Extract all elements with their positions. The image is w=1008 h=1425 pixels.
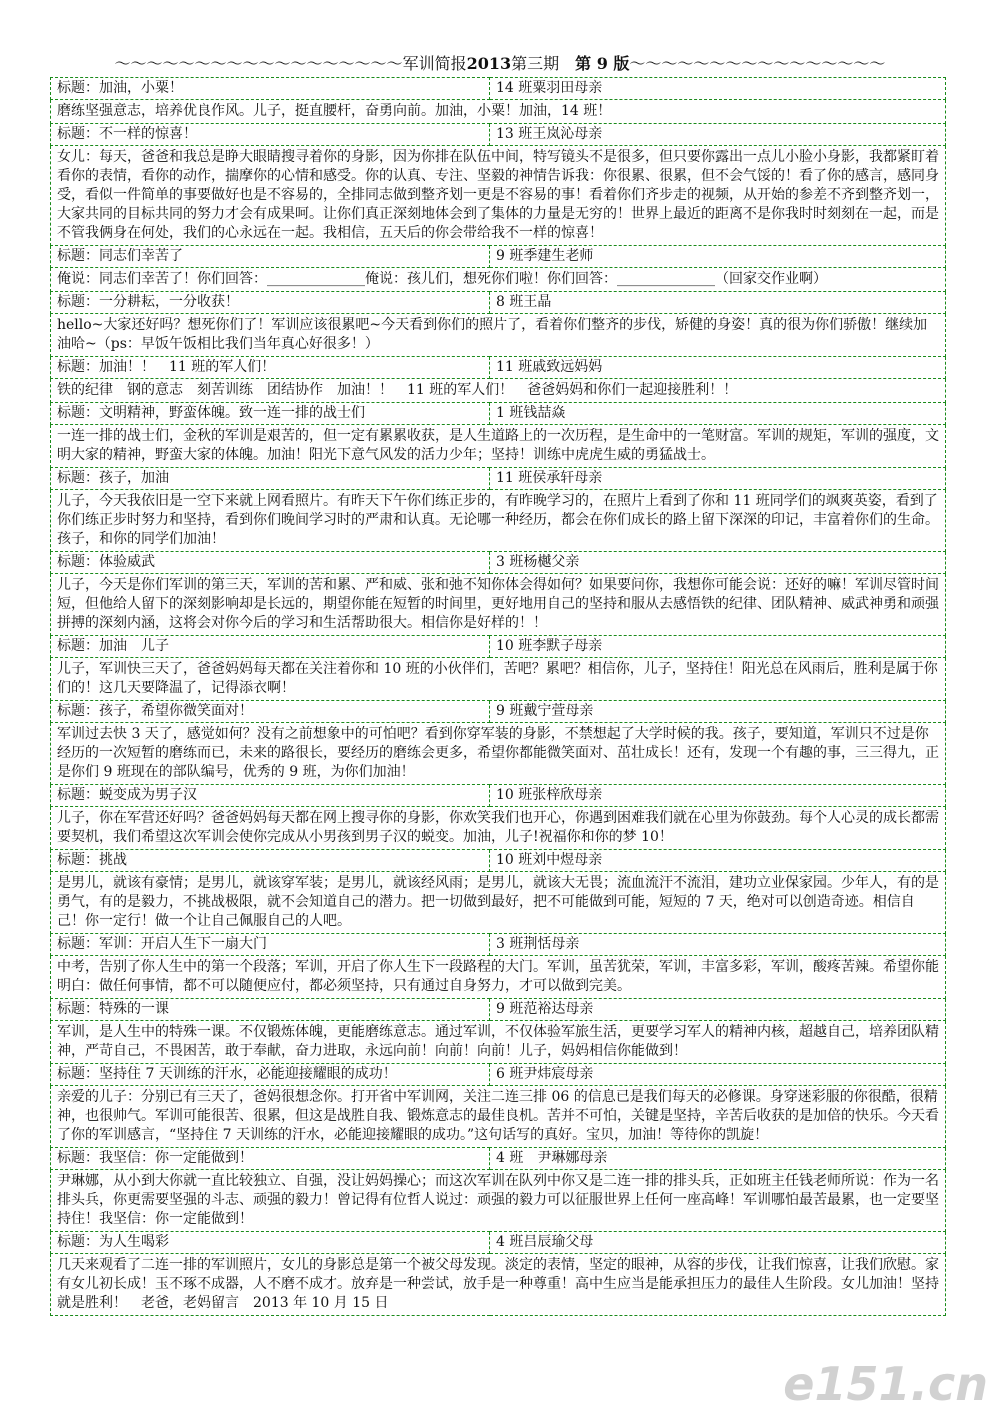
entry-author: 10 班张梓欣母亲 [490,785,946,807]
entry-body: 中考，告别了你人生中的第一个段落；军训，开启了你人生下一段路程的大门。军训，虽苦犹荣，军训，丰富多彩，军训，酸疼苦辣。希望你能明白：做任何事情，都不可以随便应付，都必须坚持，只有通过自身努力，才可以做到完美。 [51,956,946,999]
messages-body [51,78,946,1316]
entry-body-row [51,1254,946,1316]
entry-body: 儿子，军训快三天了，爸爸妈妈每天都在关注着你和 10 班的小伙伴们，苦吧？累吧？相信你，儿子，坚持住！阳光总在风雨后，胜利是属于你们的！这几天要降温了，记得添衣啊！ [51,658,946,701]
entry-body-row [51,490,946,552]
entry-header-row [51,850,946,872]
header-wave-right: ～～～～～～～～～～～～～～～～ [629,54,886,73]
entry-title: 标题：我坚信：你一定能做到！ [51,1148,490,1170]
entry-body: 磨练坚强意志，培养优良作风。儿子，挺直腰杆，奋勇向前。加油，小粟！加油，14 班！ [51,100,946,124]
entry-title: 标题：体验威武 [51,552,490,574]
entry-title: 标题：孩子，希望你微笑面对！ [51,701,490,723]
messages-table [50,77,946,1316]
entry-author: 8 班王晶 [490,292,946,314]
entry-header-row [51,999,946,1021]
entry-body: 亲爱的儿子：分别已有三天了，爸妈很想念你。打开省中军训网，关注二连三排 06 的信息已是我们每天的必修课。身穿迷彩服的你很酷，很精神，也很帅气。军训可能很苦、很累，但这是战胜自我、锻炼意志的最佳良机。苦并不可怕，关键是坚持，辛苦后收获的是加倍的快乐。今天看了你的军训感言，“坚持住 7 天训练的汗水，必能迎接耀眼的成功。”这句话写的真好。宝贝，加油！等待你的凯旋！ [51,1086,946,1148]
entry-title: 标题：为人生喝彩 [51,1232,490,1254]
entry-body-row [51,872,946,934]
entry-author: 10 班李默子母亲 [490,636,946,658]
entry-body: 俺说：同志们幸苦了！你们回答：______________俺说：孩儿们，想死你们啦！你们回答：______________（回家交作业啊） [51,268,946,292]
entry-header-row [51,785,946,807]
entry-header-row [51,934,946,956]
entry-author: 10 班刘中煜母亲 [490,850,946,872]
entry-header-row [51,357,946,379]
entry-body-row [51,723,946,785]
entry-body: 女儿：每天，爸爸和我总是睁大眼睛搜寻着你的身影，因为你排在队伍中间，特写镜头不是很多，但只要你露出一点儿小脸小身影，我都紧盯着看你的表情，看你的动作，揣摩你的心情和感受。你的认真、专注、坚毅的神情告诉我：你很累、很累，但不会气馁的！看了你的感言，感同身受，看似一件简单的事要做好也是不容易的，全排同志做到整齐划一更是不容易的事！看着你们齐步走的视频，从开始的参差不齐到整齐划一，大家共同的目标共同的努力才会有成果呵。让你们真正深刻地体会到了集体的力量是无穷的！世界上最近的距离不是你我时时刻刻在一起，而是不管我俩身在何处，我们的心永远在一起。我相信，五天后的你会带给我不一样的惊喜！ [51,146,946,246]
entry-body-row [51,1021,946,1064]
entry-title: 标题：加油，小粟！ [51,78,490,100]
entry-author: 1 班钱喆焱 [490,403,946,425]
entry-title: 标题：挑战 [51,850,490,872]
entry-title: 标题：加油 儿子 [51,636,490,658]
entry-author: 4 班 尹琳娜母亲 [490,1148,946,1170]
entry-body: 军训，是人生中的特殊一课。不仅锻炼体魄，更能磨练意志。通过军训，不仅体验军旅生活，更要学习军人的精神内核，超越自己，培养团队精神，严苛自己，不畏困苦，敢于奉献，奋力进取，永远向前！向前！向前！儿子，妈妈相信你能做到！ [51,1021,946,1064]
entry-body-row [51,146,946,246]
header-wave-left: ～～～～～～～～～～～～～～～～～～ [114,54,403,73]
entry-header-row [51,701,946,723]
entry-body-row [51,956,946,999]
entry-title: 标题：一分耕耘，一分收获！ [51,292,490,314]
entry-body-row [51,100,946,124]
header-page-label: 第 9 版 [575,54,630,73]
entry-author: 4 班吕辰瑜父母 [490,1232,946,1254]
entry-header-row [51,246,946,268]
entry-author: 9 班范裕达母亲 [490,999,946,1021]
entry-header-row [51,468,946,490]
entry-body: 一连一排的战士们，金秋的军训是艰苦的，但一定有累累收获，是人生道路上的一次历程，是生命中的一笔财富。军训的规矩，军训的强度，文明大家的精神，野蛮大家的体魄。加油！阳光下意气风发的活力少年；坚持！训练中虎虎生威的勇猛战士。 [51,425,946,468]
entry-author: 6 班尹炜宸母亲 [490,1064,946,1086]
entry-body: 儿子，今天是你们军训的第三天，军训的苦和累、严和威、张和弛不知你体会得如何？如果要问你，我想你可能会说：还好的嘛！军训尽管时间短，但他给人留下的深刻影响却是长远的，期望你能在短暂的时间里，更好地用自己的坚持和服从去感悟铁的纪律、团队精神、威武神勇和顽强拼搏的深刻内涵，这将会对你今后的学习和生活帮助很大。相信你是好样的！！ [51,574,946,636]
entry-author: 11 班戚致远妈妈 [490,357,946,379]
entry-body-row [51,379,946,403]
entry-body: 军训过去快 3 天了，感觉如何？没有之前想象中的可怕吧？看到你穿军装的身影，不禁想起了大学时候的我。孩子，要知道，军训只不过是你经历的一次短暂的磨练而已，未来的路很长，要经历的磨练会更多，希望你都能微笑面对、茁壮成长！还有，发现一个有趣的事，三三得九，正是你们 9 班现在的部队编号，优秀的 9 班，为你们加油！ [51,723,946,785]
header-year: 2013 [466,54,512,73]
entry-header-row [51,124,946,146]
entry-body: 儿子，今天我依旧是一空下来就上网看照片。有昨天下午你们练正步的，有昨晚学习的，在照片上看到了你和 11 班同学们的飒爽英姿，看到了你们练正步时努力和坚持，看到你们晚间学习时的严肃和认真。无论哪一种经历，都会在你们成长的路上留下深深的印记，丰富着你们的生命。孩子，和你的同学们加油！ [51,490,946,552]
entry-body-row [51,1086,946,1148]
entry-body: 几天来观看了二连一排的军训照片，女儿的身影总是第一个被父母发现。淡定的表情，坚定的眼神，从容的步伐，让我们惊喜，让我们欣慰。家有女儿初长成！玉不琢不成器，人不磨不成才。放弃是一种尝试，放手是一种尊重！高中生应当是能承担压力的最佳人生阶段。女儿加油！坚持就是胜利！ 老爸，老妈留言 2013 年 10 月 15 日 [51,1254,946,1316]
entry-title: 标题：军训：开启人生下一扇大门 [51,934,490,956]
entry-body: 是男儿，就该有豪情；是男儿，就该穿军装；是男儿，就该经风雨；是男儿，就该大无畏；流血流汗不流泪，建功立业保家园。少年人，有的是勇气，有的是毅力，不挑战极限，就不会知道自己的潜力。把一切做到最好，把不可能做到可能，短短的 7 天，绝对可以创造奇迹。相信自己！你一定行！做一个让自己佩服自己的人吧。 [51,872,946,934]
entry-header-row [51,1232,946,1254]
entry-title: 标题：特殊的一课 [51,999,490,1021]
entry-body: 铁的纪律 钢的意志 刻苦训练 团结协作 加油！！ 11 班的军人们！ 爸爸妈妈和你们一起迎接胜利！！ [51,379,946,403]
entry-title: 标题：坚持住 7 天训练的汗水，必能迎接耀眼的成功！ [51,1064,490,1086]
entry-author: 3 班荆恬母亲 [490,934,946,956]
entry-body-row [51,1170,946,1232]
entry-header-row [51,78,946,100]
entry-body-row [51,314,946,357]
entry-body: hello~大家还好吗？想死你们了！军训应该很累吧~今天看到你们的照片了，看着你们整齐的步伐，矫健的身姿！真的很为你们骄傲！继续加油哈~（ps：早饭午饭相比我们当年真心好很多！） [51,314,946,357]
entry-body: 儿子，你在军营还好吗？爸爸妈妈每天都在网上搜寻你的身影，你欢笑我们也开心，你遇到困难我们就在心里为你鼓劲。每个人心灵的成长都需要契机，我们希望这次军训会使你完成从小男孩到男子汉的蜕变。加油，儿子!祝福你和你的梦 10！ [51,807,946,850]
site-watermark: e151.cn [783,1357,988,1411]
entry-header-row [51,292,946,314]
entry-header-row [51,1148,946,1170]
header-title: 军训简报 [402,54,467,73]
entry-body-row [51,425,946,468]
entry-title: 标题：蜕变成为男子汉 [51,785,490,807]
entry-author: 13 班王岚沁母亲 [490,124,946,146]
entry-body: 尹琳娜，从小到大你就一直比较独立、自强，没让妈妈操心；而这次军训在队列中你又是二连一排的排头兵，正如班主任钱老师所说：作为一名排头兵，你更需要坚强的斗志、顽强的毅力！曾记得有位哲人说过：顽强的毅力可以征服世界上任何一座高峰！军训哪怕最苦最累，也一定要坚持住！我坚信：你一定能做到！ [51,1170,946,1232]
entry-header-row [51,552,946,574]
entry-body-row [51,268,946,292]
entry-author: 9 班季建生老师 [490,246,946,268]
entry-header-row [51,636,946,658]
entry-header-row [51,403,946,425]
entry-body-row [51,574,946,636]
entry-body-row [51,658,946,701]
entry-author: 11 班侯承轩母亲 [490,468,946,490]
header-issue: 第三期 [511,54,560,73]
entry-author: 9 班戴宁萱母亲 [490,701,946,723]
entry-header-row [51,1064,946,1086]
entry-body-row [51,807,946,850]
entry-title: 标题：文明精神，野蛮体魄。致一连一排的战士们 [51,403,490,425]
entry-author: 14 班粟羽田母亲 [490,78,946,100]
entry-title: 标题：孩子，加油 [51,468,490,490]
entry-title: 标题：加油！！ 11 班的军人们！ [51,357,490,379]
entry-title: 标题：同志们幸苦了 [51,246,490,268]
entry-title: 标题：不一样的惊喜！ [51,124,490,146]
page-header [50,53,950,75]
entry-author: 3 班杨樾父亲 [490,552,946,574]
